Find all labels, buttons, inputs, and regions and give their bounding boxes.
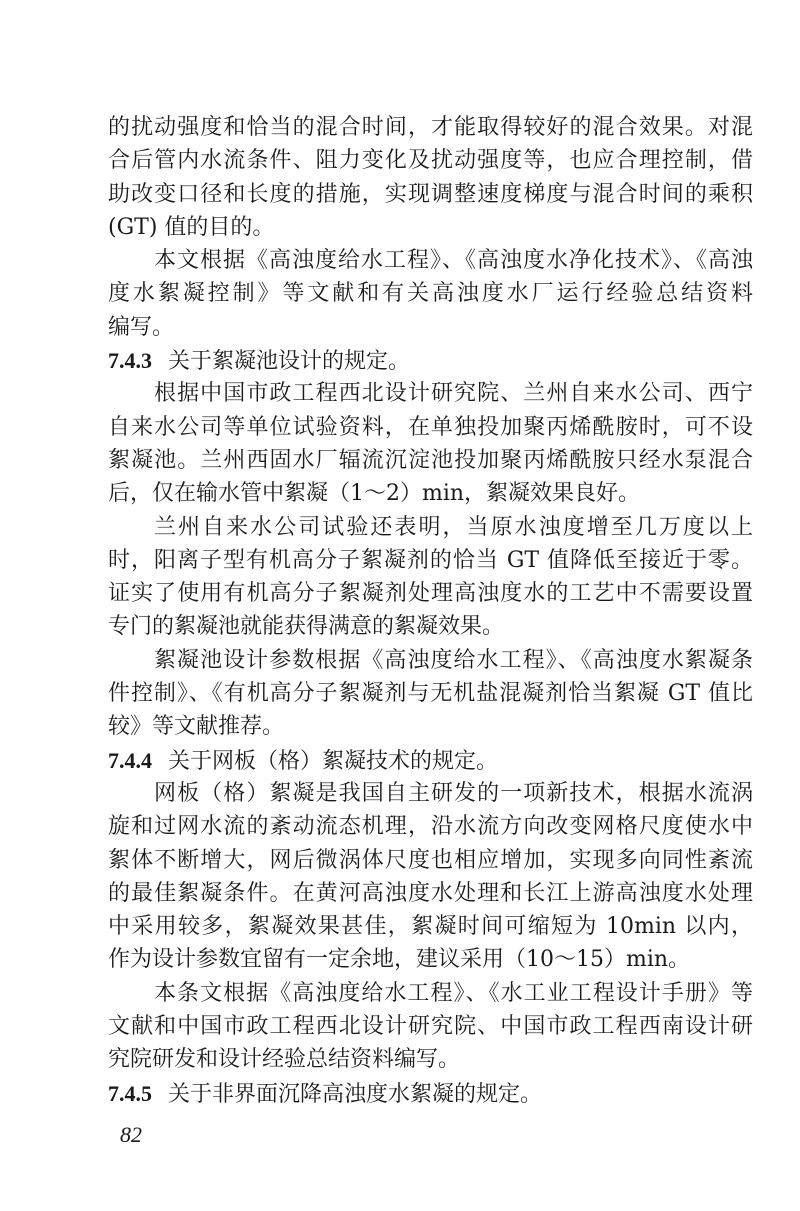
- section-title: 关于絮凝池设计的规定。: [168, 349, 411, 375]
- section-heading: [108, 1077, 753, 1110]
- paragraph-line: 本条文根据《高浊度给水工程》、《水工业工程设计手册》等: [154, 980, 753, 1006]
- paragraph-line: 絮凝池设计参数根据《高浊度给水工程》、《高浊度水絮凝条: [154, 647, 753, 673]
- page-body: [108, 111, 753, 1110]
- paragraph-line: 自来水公司等单位试验资料，在单独投加聚丙烯酰胺时，可不设: [108, 414, 753, 440]
- paragraph-line: 本文根据《高浊度给水工程》、《高浊度水净化技术》、《高浊: [154, 248, 753, 274]
- paragraph-line: 后，仅在输水管中絮凝（1～2）min，絮凝效果良好。: [108, 481, 641, 507]
- section-title: 关于非界面沉降高浊度水絮凝的规定。: [168, 1081, 543, 1107]
- paragraph-line: 旋和过网水流的紊动流态机理，沿水流方向改变网格尺度使水中: [108, 814, 753, 840]
- paragraph-line: 专门的絮凝池就能获得满意的絮凝效果。: [108, 614, 505, 640]
- paragraph-line: 中采用较多，絮凝效果甚佳，絮凝时间可缩短为 10min 以内，: [108, 914, 753, 940]
- paragraph-line: 合后管内水流条件、阻力变化及扰动强度等，也应合理控制，借: [108, 148, 753, 174]
- paragraph-line: 助改变口径和长度的措施，实现调整速度梯度与混合时间的乘积: [108, 181, 753, 207]
- paragraph-line: 证实了使用有机高分子絮凝剂处理高浊度水的工艺中不需要设置: [108, 581, 753, 607]
- paragraph-line: 的扰动强度和恰当的混合时间，才能取得较好的混合效果。对混: [108, 115, 753, 140]
- paragraph-line: 文献和中国市政工程西北设计研究院、中国市政工程西南设计研: [108, 1014, 753, 1040]
- section-title: 关于网板（格）絮凝技术的规定。: [168, 748, 499, 774]
- section-heading: [108, 744, 753, 777]
- paragraph-line: (GT) 值的目的。: [108, 214, 275, 240]
- paragraph-line: 较》等文献推荐。: [108, 714, 285, 740]
- paragraph-line: 时，阳离子型有机高分子絮凝剂的恰当 GT 值降低至接近于零。: [108, 547, 753, 573]
- paragraph-line: 度水絮凝控制》等文献和有关高浊度水厂运行经验总结资料: [108, 281, 753, 307]
- paragraph-line: 作为设计参数宜留有一定余地，建议采用（10～15）min。: [108, 947, 691, 973]
- section-number: 7.4.5: [108, 1080, 152, 1106]
- paragraph-line: 究院研发和设计经验总结资料编写。: [108, 1047, 461, 1073]
- paragraph-line: 编写。: [108, 314, 175, 340]
- paragraph-line: 的最佳絮凝条件。在黄河高浊度水处理和长江上游高浊度水处理: [108, 880, 753, 906]
- paragraph-line: 兰州自来水公司试验还表明，当原水浊度增至几万度以上: [154, 514, 753, 540]
- section-heading: [108, 344, 753, 377]
- section-number: 7.4.4: [108, 747, 152, 773]
- paragraph-line: 网板（格）絮凝是我国自主研发的一项新技术，根据水流涡: [154, 780, 753, 806]
- paragraph-line: 根据中国市政工程西北设计研究院、兰州自来水公司、西宁: [154, 381, 753, 407]
- paragraph-line: 絮体不断增大，网后微涡体尺度也相应增加，实现多向同性紊流: [108, 847, 753, 873]
- paragraph-line: 絮凝池。兰州西固水厂辐流沉淀池投加聚丙烯酰胺只经水泵混合: [108, 447, 753, 473]
- paragraph-line: 件控制》、《有机高分子絮凝剂与无机盐混凝剂恰当絮凝 GT 值比: [108, 681, 753, 707]
- section-number: 7.4.3: [108, 348, 152, 374]
- page-number: 82: [120, 1122, 142, 1147]
